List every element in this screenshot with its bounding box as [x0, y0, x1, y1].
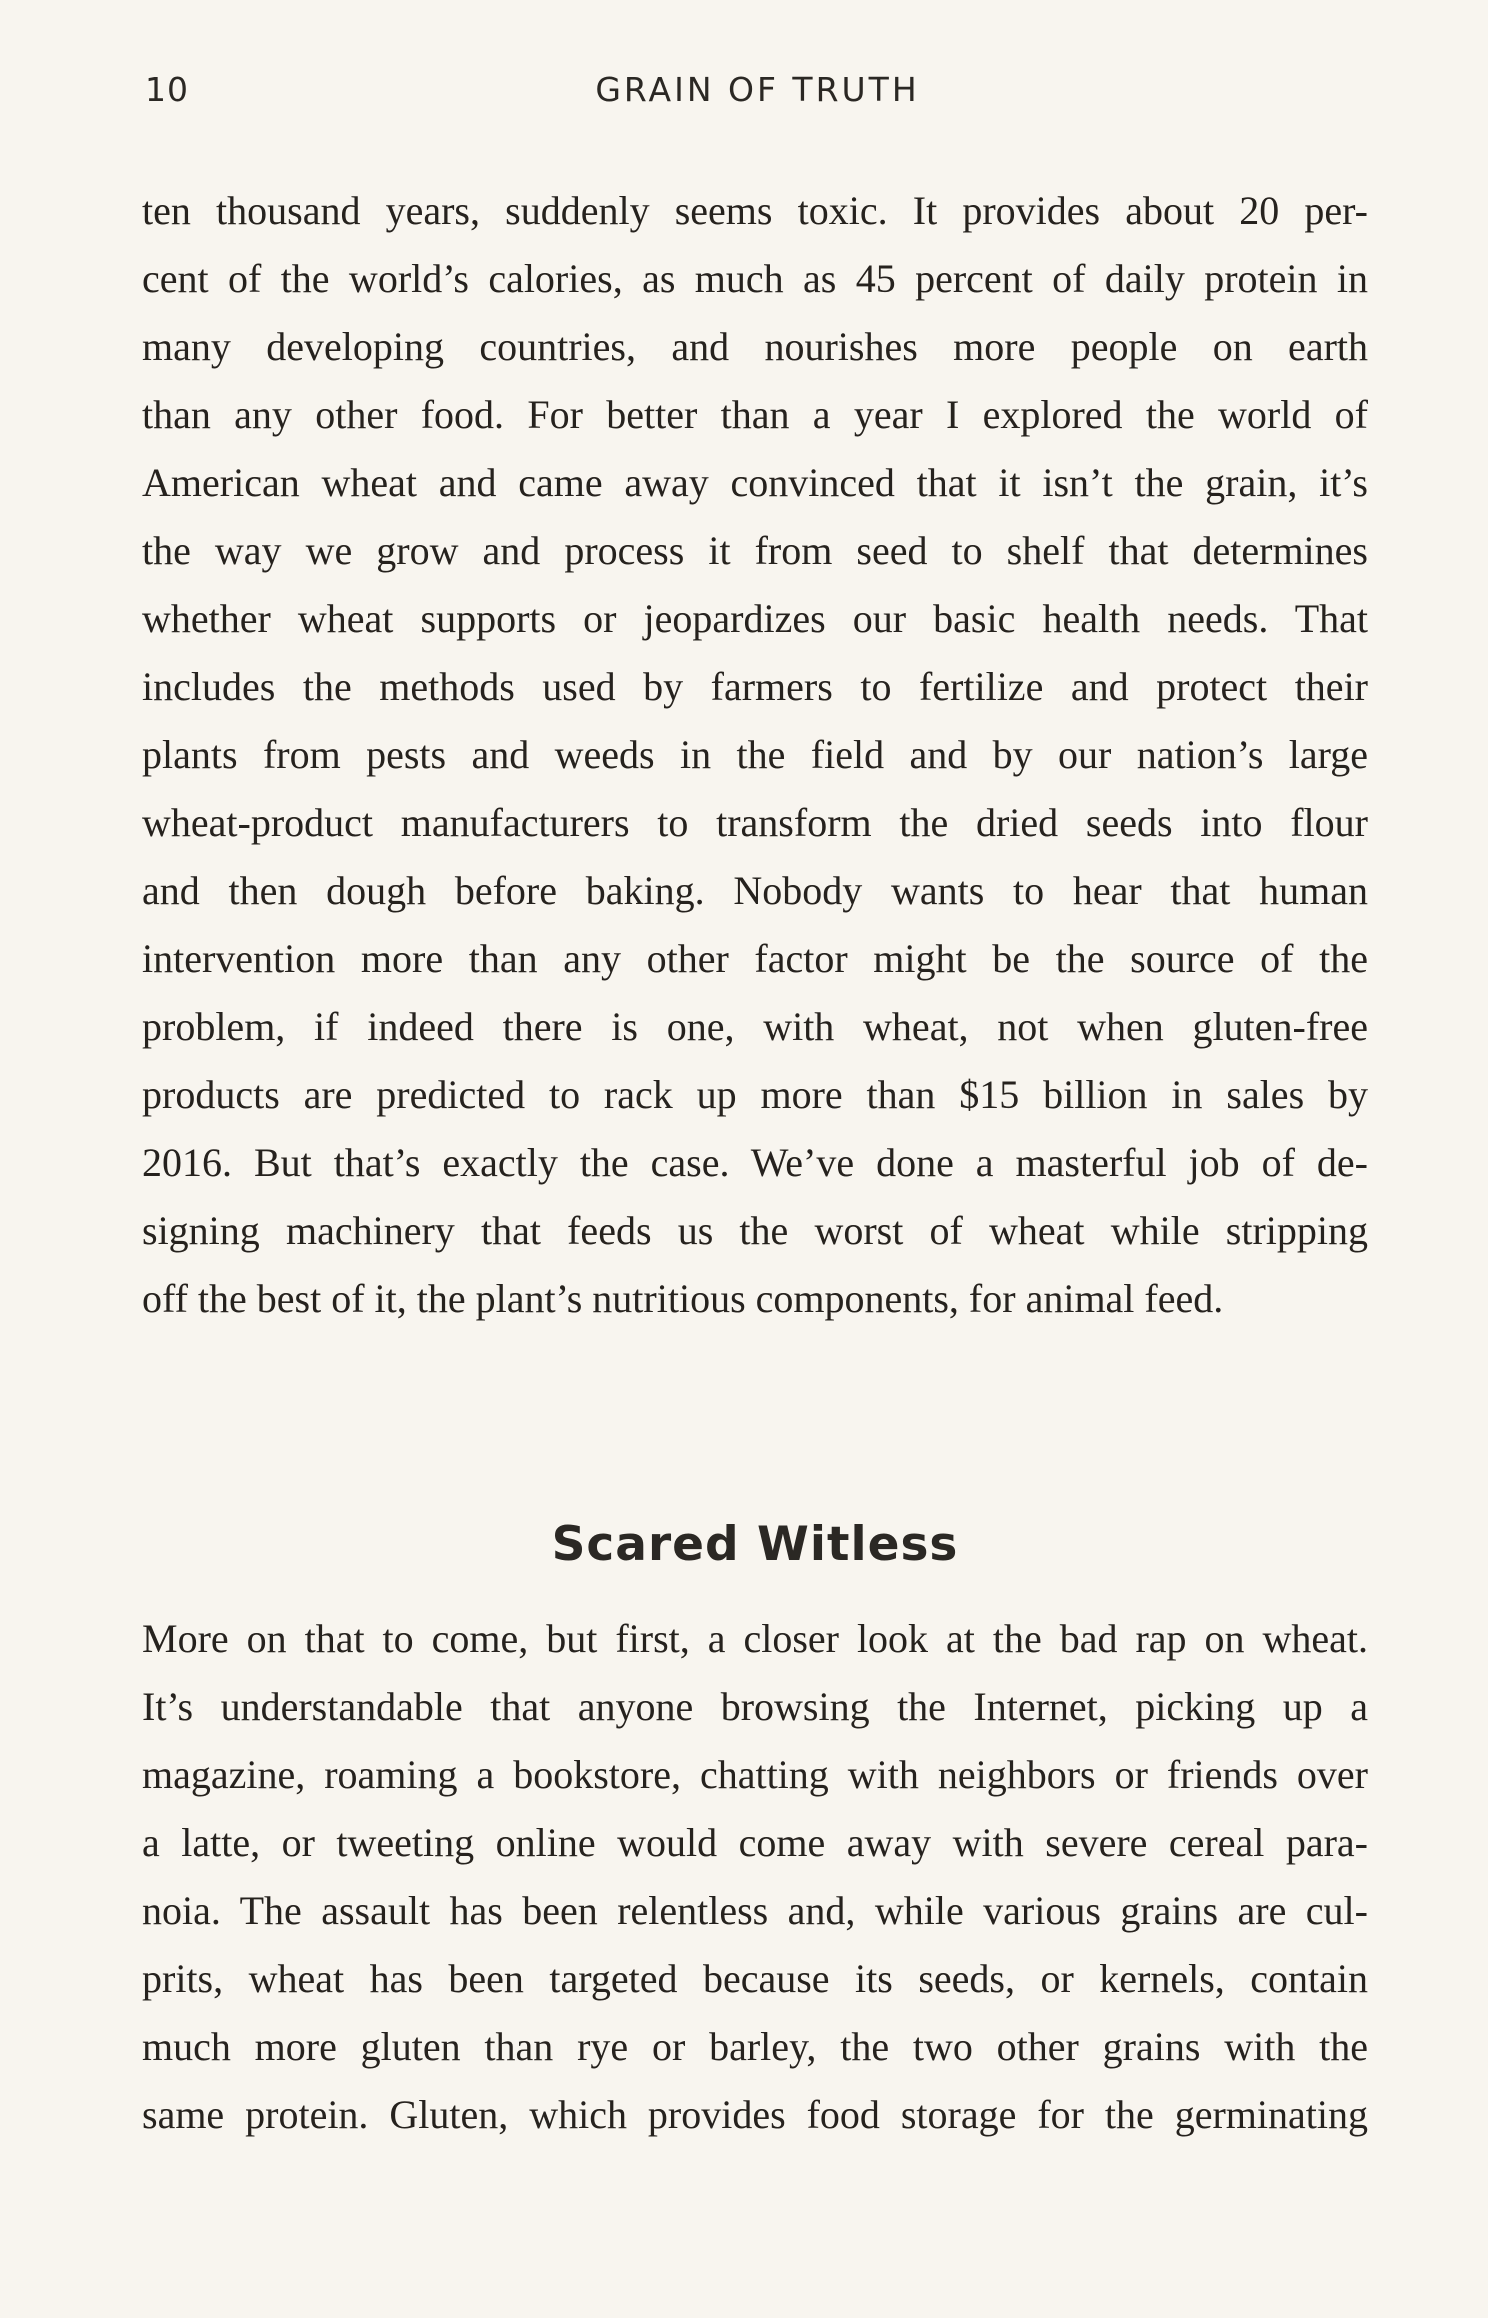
text-line: problem, if indeed there is one, with wheat, not when gluten-free: [142, 1004, 1368, 1049]
text-line: includes the methods used by farmers to fertilize and protect their: [142, 664, 1368, 709]
text-line: and then dough before baking. Nobody wants to hear that human: [142, 868, 1368, 913]
text-line: a latte, or tweeting online would come away with severe cereal para-: [142, 1820, 1368, 1865]
paragraph-2: [142, 1605, 1368, 2149]
text-line: off the best of it, the plant’s nutritious components, for animal feed.: [142, 1276, 1224, 1321]
text-line: cent of the world’s calories, as much as 45 percent of daily protein in: [142, 256, 1368, 301]
text-line: many developing countries, and nourishes more people on earth: [142, 324, 1368, 369]
text-line: ten thousand years, suddenly seems toxic. It provides about 20 per-: [142, 188, 1368, 233]
running-head: GRAIN OF TRUTH: [595, 70, 920, 109]
text-line: American wheat and came away convinced that it isn’t the grain, it’s: [142, 460, 1368, 505]
text-line: than any other food. For better than a year I explored the world of: [142, 392, 1368, 437]
text-line: It’s understandable that anyone browsing the Internet, picking up a: [142, 1684, 1368, 1729]
section-heading: Scared Witless: [551, 1517, 959, 1572]
text-line: 2016. But that’s exactly the case. We’ve done a masterful job of de-: [142, 1140, 1368, 1185]
page-number: 10: [145, 70, 189, 109]
text-line: plants from pests and weeds in the field and by our nation’s large: [142, 732, 1368, 777]
text-line: prits, wheat has been targeted because its seeds, or kernels, contain: [142, 1956, 1368, 2001]
paragraph-1: [142, 177, 1368, 1333]
text-line: products are predicted to rack up more than $15 billion in sales by: [142, 1072, 1368, 1117]
text-line: intervention more than any other factor might be the source of the: [142, 936, 1368, 981]
text-line: More on that to come, but first, a closer look at the bad rap on wheat.: [142, 1616, 1368, 1661]
text-line: signing machinery that feeds us the worst of wheat while stripping: [142, 1208, 1368, 1253]
text-line: same protein. Gluten, which provides food storage for the germinating: [142, 2092, 1368, 2137]
text-line: the way we grow and process it from seed to shelf that determines: [142, 528, 1368, 573]
text-line: wheat-product manufacturers to transform the dried seeds into flour: [142, 800, 1368, 845]
text-line: magazine, roaming a bookstore, chatting with neighbors or friends over: [142, 1752, 1368, 1797]
text-line: noia. The assault has been relentless and, while various grains are cul-: [142, 1888, 1368, 1933]
page-header: [145, 70, 1370, 120]
text-line: whether wheat supports or jeopardizes our basic health needs. That: [142, 596, 1368, 641]
text-line: much more gluten than rye or barley, the two other grains with the: [142, 2024, 1368, 2069]
